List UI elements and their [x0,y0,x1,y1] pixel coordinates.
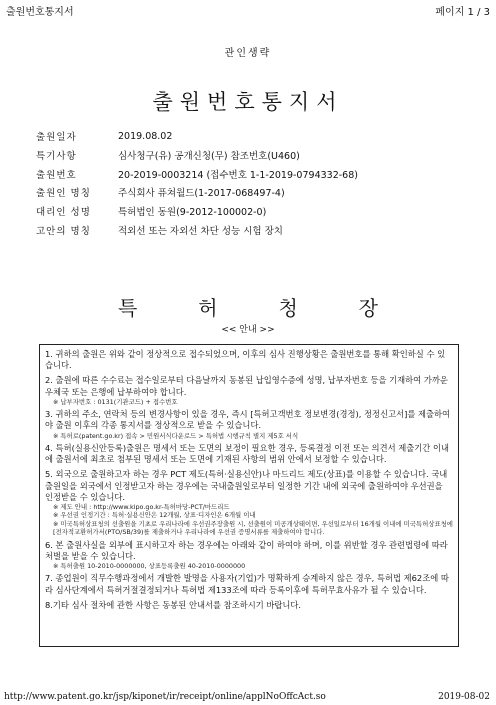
info-row [36,183,358,202]
notice-item [45,600,453,611]
notice-item [45,469,453,536]
notice-subnote: ※ 특허출원 10-2010-0000000, 상표등록출원 40-2010-0000000 [53,562,246,571]
notice-box [39,344,459,647]
issuer-char: 청 [278,296,298,320]
info-row [36,164,358,183]
notice-item [45,349,453,371]
notice-text: 4. 특허(실용신안등록)출원은 명세서 또는 도면의 보정이 필요한 경우, 등록결정 이전 또는 의견서 제출기간 이내에 출원서에 최초로 첨부된 명세서 또는 도면에 기재된 사항의 범위 안에서 보정할 수 있습니다. [45,443,449,465]
info-row [36,220,358,239]
notice-subnote: ※ 우선권 인정기간 : 특허·실용신안은 12개월, 상표·디자인은 6개월 이내 [53,511,256,520]
notice-text: 3. 귀하의 주소, 연락처 등의 변경사항이 있을 경우, 즉시 [특허고객번호 정보변경(경정), 정정신고서]를 제출하여야 출원 이후의 각종 통지서를 정상적으로 받을 수 있습니다. [45,409,451,431]
guide-heading: << 안내 >> [221,325,275,335]
info-label: 특기사항 [36,151,77,163]
print-url: http://www.patent.go.kr/jsp/kiponet/ir/receipt/online/applNoOffcAct.so [4,692,326,702]
notice-subnote: ※ 미국특허상표청의 선출원을 기초로 우리나라에 우선권주장출원 시, 선출원이 미공개상태이면, 우선일로부터 16개월 이내에 미국특허상표청에 [전자적교환허가서(PTO/SB/39)를 제출하거나 우리나라에 우선권 증명서류를 제출하여야 합니다. [53,519,453,537]
info-row [36,146,358,165]
info-label: 고안의 명칭 [36,225,91,237]
info-value: 적외선 또는 자외선 차단 성능 시험 장치 [118,225,283,237]
notice-item [45,540,453,571]
issuer-char: 허 [198,296,218,320]
issuer-char: 특 [118,296,138,320]
issuer-commissioner [0,292,496,321]
notice-text: 5. 외국으로 출원하고자 하는 경우 PCT 제도(특허·실용신안)나 마드리드 제도(상표)를 이용할 수 있습니다. 국내출원일을 외국에서 인정받고자 하는 경우에는 국내출원일로부터 일정한 기간 내에 외국에 출원하여야 우선권을 인정받을 수 있습니다. [45,469,448,502]
notice-item [45,409,453,440]
print-date: 2019-08-02 [438,692,490,702]
info-value: 주식회사 퓨쳐월드(1-2017-068497-4) [118,188,285,200]
seal-omitted-text: 관인생략 [224,48,272,59]
document-title: 출원번호통지서 [152,90,344,114]
notice-item [45,573,453,595]
info-value: 특허법인 동원(9-2012-100002-0) [118,207,267,219]
info-label: 출원일자 [36,132,77,144]
notice-text: 6. 본 출원사실을 외부에 표시하고자 하는 경우에는 아래와 같이 하여야 하며, 이를 위반할 경우 관련법령에 따라 처벌을 받을 수 있습니다. [45,539,448,561]
notice-text: 2. 출원에 따른 수수료는 접수일로부터 다음날까지 동봉된 납입영수증에 성명, 납부자번호 등을 기재하여 가까운 우체국 또는 은행에 납부하여야 합니다. [45,375,448,397]
issuer-char: 장 [358,296,378,320]
page-indicator: 페이지 1 / 3 [435,7,490,18]
notice-text: 8.기타 심사 절차에 관한 사항은 동봉된 안내서를 참조하시기 바랍니다. [45,599,302,610]
application-info-table [36,127,358,239]
notice-subnote: ※ 제도 안내 : http://www.kipo.go.kr-특허마당-PCT/마드리드 [53,503,230,512]
notice-item [45,443,453,465]
info-label: 출원번호 [36,169,77,181]
notice-item [45,375,453,406]
notice-text: 1. 귀하의 출원은 위와 같이 정상적으로 접수되었으며, 이후의 심사 진행상황은 출원번호를 통해 확인하실 수 있습니다. [45,349,446,371]
window-title: 출원번호통지서 [6,7,74,18]
info-value: 20-2019-0003214 (접수번호 1-1-2019-0794332-68) [118,169,358,181]
info-row [36,202,358,221]
info-value: 심사청구(유) 공개신청(무) 참조번호(U460) [118,151,300,163]
info-row [36,127,358,146]
notice-subnote: ※ 특허로(patent.go.kr) 접속 > 민원서식다운로드 > 특허법 시행규칙 별지 제5호 서식 [53,431,299,440]
info-label: 대리인 성명 [36,207,91,219]
notice-subnote: ※ 납부자번호 : 0131(기관코드) + 접수번호 [53,397,178,406]
info-value: 2019.08.02 [118,130,173,142]
notice-text: 7. 종업원이 직무수행과정에서 개발한 발명을 사용자(기업)가 명확하게 승계하지 않은 경우, 특허법 제62조에 따라 심사단계에서 특허거절결정되거나 특허법 제133조에 따라 등록이후에 특허무효사유가 될 수 있습니다. [45,573,449,595]
info-label: 출원인 명칭 [36,188,91,200]
